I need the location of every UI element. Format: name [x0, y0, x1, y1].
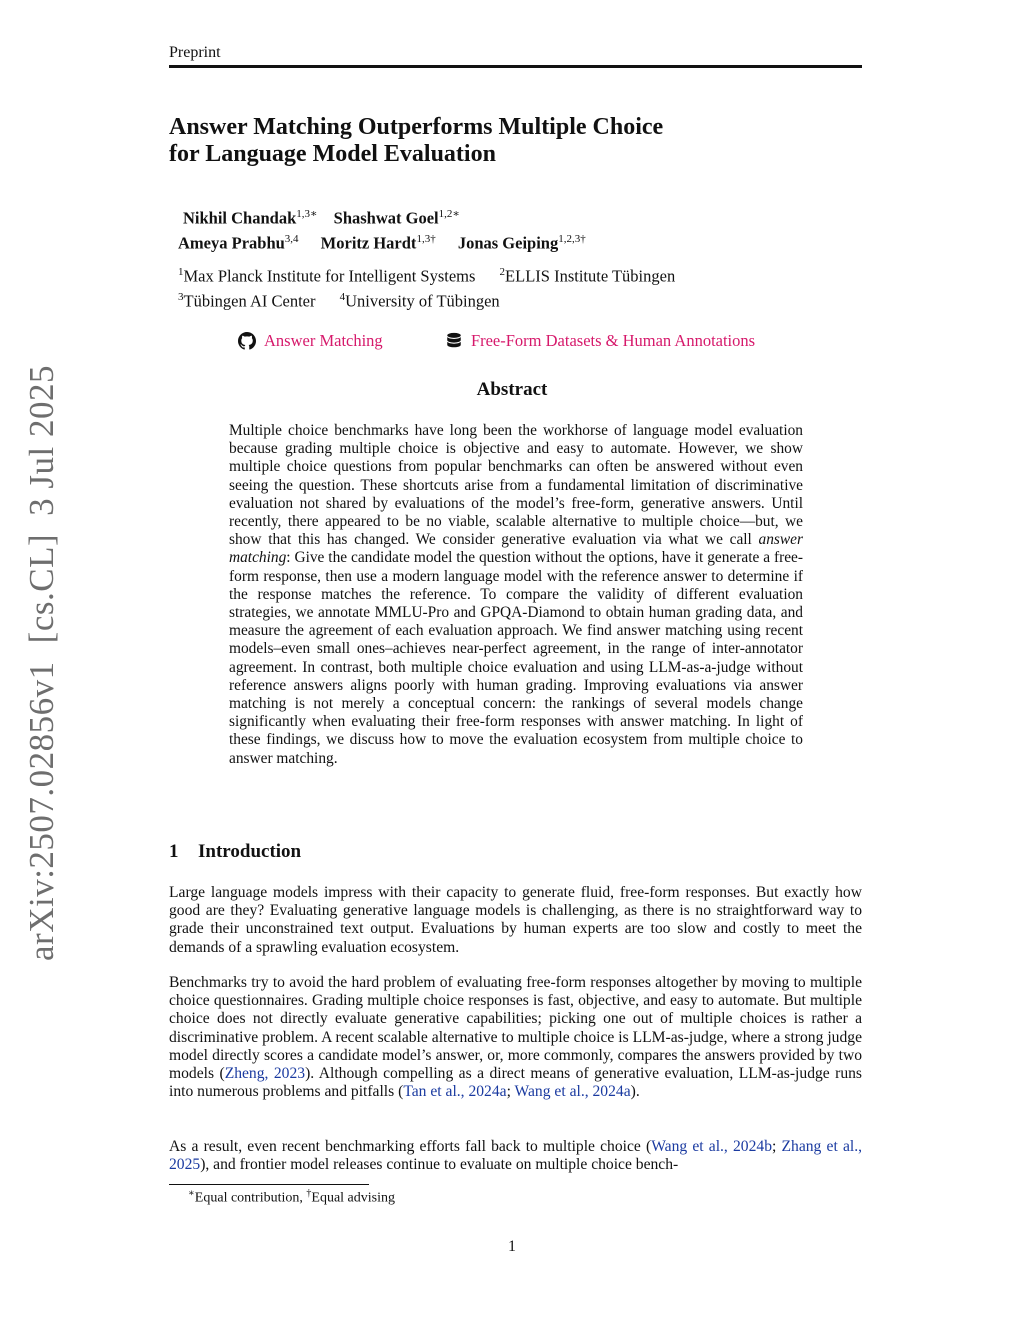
affiliation-number: 1	[178, 266, 184, 278]
author-affiliation-marks: 1,3†	[416, 232, 436, 245]
intro-paragraph-1: Large language models impress with their capacity to generate fluid, free-form responses. But exactly how good are they? Evaluating generative language models is challenging, as there is no straightforward way to grade their unconstrained text output. Evaluations by human experts are too slow and costly to meet the demands of a sprawling evaluation ecosystem.	[169, 884, 862, 956]
paragraph-text: ). Although compelling as a direct means of generative evaluation, LLM-as-judge runs into numerous problems and pitfalls (	[169, 1065, 862, 1101]
section-title: Introduction	[198, 841, 302, 862]
author-name: Shashwat Goel	[333, 208, 439, 228]
abstract-heading: Abstract	[476, 379, 548, 400]
abstract-text-end: : Give the candidate model the question without the options, have it generate a free-form response, then use a modern language model with the reference answer to determine if the response matches the reference. To compare the validity of different evaluation strategies, we annotate MMLU-Pro and GPQA-Diamond to obtain human grading data, and measure the agreement of each evaluation approach. We find answer matching using recent models–even small ones–achieves near-perfect agreement, in the range of inter-annotator agreement. In contrast, both multiple choice evaluation and using LLM-as-a-judge without reference answers aligns poorly with human grading. Improving evaluations via answer matching is not merely a conceptual concern: the rankings of several models change significantly when evaluating their free-form responses with answer matching. In light of these findings, we discuss how to move the evaluation ecosystem from multiple choice to answer matching.	[229, 549, 803, 767]
abstract-emphasis: answer matching	[229, 531, 803, 567]
affiliation-line-2	[178, 287, 778, 312]
page-number: 1	[508, 1238, 516, 1255]
affiliation	[340, 287, 500, 312]
database-icon	[445, 332, 463, 350]
affiliation-line-1	[178, 262, 778, 287]
resource-links	[238, 331, 755, 355]
affiliation	[178, 287, 315, 312]
citation-link[interactable]: Tan et al., 2024a	[403, 1083, 507, 1101]
author-name: Jonas Geiping	[457, 233, 559, 252]
title-line-1: Answer Matching Outperforms Multiple Choice	[169, 114, 664, 140]
citation-link[interactable]: Wang et al., 2024b	[651, 1138, 772, 1155]
header-label: Preprint	[169, 44, 221, 61]
footnote-text: Equal contribution,	[194, 1190, 307, 1206]
footnote-rule	[169, 1184, 369, 1185]
affiliation-name: ELLIS Institute Tübingen	[505, 266, 676, 286]
citation-link[interactable]: Zhang et al., 2025	[169, 1138, 863, 1174]
affiliation-name: Max Planck Institute for Intelligent Systems	[183, 266, 476, 286]
affiliation-number: 3	[178, 290, 184, 303]
author-name: Nikhil Chandak	[183, 208, 297, 228]
arxiv-category: [cs.CL]	[22, 533, 61, 644]
arxiv-date: 3 Jul 2025	[22, 365, 61, 516]
affiliation-list	[178, 262, 778, 311]
datasets-link[interactable]	[445, 331, 755, 351]
author	[183, 204, 318, 229]
arxiv-id: arXiv:2507.02856v1	[22, 661, 61, 961]
author-affiliation-marks: 1,2∗	[438, 208, 460, 220]
author-list	[169, 204, 669, 253]
abstract-text-start: Multiple choice benchmarks have long been the workhorse of language model evaluation because grading multiple choice is objective and easy to automate. However, we show multiple choice questions from popular benchmarks can often be answered without even seeing the question. These shortcuts arise from a fundamental limitation of discriminative evaluation not shared by evaluations of the model’s free-form, generative answers. Until recently, there appeared to be no viable, scalable alternative to multiple choice—but, we show that this has changed. We consider generative evaluation via what we call	[229, 422, 803, 549]
affiliation	[500, 262, 676, 287]
answer-matching-link[interactable]	[238, 331, 383, 351]
footnote-symbol: †	[306, 1188, 312, 1199]
paragraph-text: ).	[630, 1083, 640, 1101]
paragraph-text: ), and frontier model releases continue to evaluate on multiple choice bench-	[200, 1156, 679, 1174]
datasets-link-label: Free-Form Datasets & Human Annotations	[470, 331, 756, 350]
section-number: 1	[169, 841, 179, 862]
affiliation-name: University of Tübingen	[345, 291, 500, 310]
intro-paragraph-3	[169, 1138, 862, 1174]
citation-separator: ;	[772, 1138, 782, 1155]
footnote	[188, 1188, 395, 1207]
footnote-symbol: ∗	[188, 1188, 195, 1199]
author-affiliation-marks: 3,4	[284, 232, 299, 245]
author-line-1	[169, 204, 669, 229]
github-icon	[238, 332, 256, 350]
affiliation	[178, 262, 475, 287]
abstract-body	[229, 422, 803, 768]
affiliation-name: Tübingen AI Center	[183, 291, 316, 310]
author	[458, 229, 586, 254]
intro-paragraph-2	[169, 974, 862, 1101]
citation-link[interactable]: Wang et al., 2024a	[514, 1083, 631, 1101]
paper-title	[169, 114, 769, 168]
section-heading-introduction	[169, 841, 301, 863]
paragraph-text: Benchmarks try to avoid the hard problem of evaluating free-form responses altogether by moving to multiple choice questionnaires. Grading multiple choice responses is fast, objective, and easy to automate. But multiple choice does not directly evaluate generative capabilities; picking one out of multiple choices is rather a discriminative problem. A recent scalable alternative to multiple choice is LLM-as-judge, where a strong judge model directly scores a candidate model’s answer, or, more commonly, compares the answers provided by two models (	[169, 974, 862, 1083]
header-rule	[169, 65, 862, 68]
author-line-2	[169, 229, 669, 254]
author-affiliation-marks: 1,2,3†	[558, 232, 586, 245]
citation-separator: ;	[506, 1083, 515, 1101]
footnote-text: Equal advising	[311, 1190, 395, 1206]
arxiv-sidebar-stamp	[22, 356, 62, 970]
author	[321, 229, 436, 254]
author	[178, 229, 299, 254]
affiliation-number: 4	[339, 290, 346, 303]
citation-link[interactable]: Zheng, 2023	[224, 1065, 306, 1083]
author	[334, 204, 460, 229]
paragraph-text: As a result, even recent benchmarking efforts fall back to multiple choice (	[169, 1138, 652, 1155]
answer-matching-link-label: Answer Matching	[264, 331, 383, 350]
author-name: Ameya Prabhu	[178, 233, 285, 252]
affiliation-number: 2	[499, 266, 506, 278]
title-line-2: for Language Model Evaluation	[169, 141, 496, 167]
author-affiliation-marks: 1,3∗	[296, 208, 318, 220]
author-name: Moritz Hardt	[320, 233, 417, 252]
